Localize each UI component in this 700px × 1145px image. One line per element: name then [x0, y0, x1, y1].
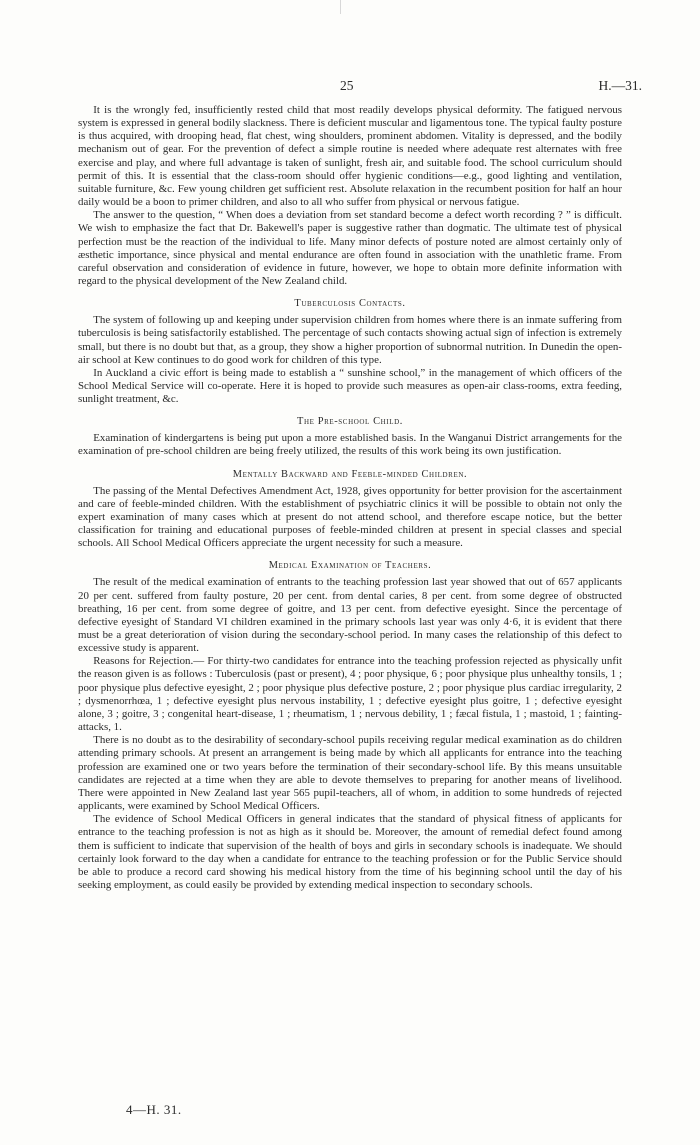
- section-heading-pre-school-child: The Pre-school Child.: [297, 416, 403, 428]
- paragraph: The result of the medical examination of entrants to the teaching profession last year showed that out of 657 applicants 20 per cent. suffered from faulty posture, 20 per cent. from dental caries, 8 per cent. from some degree of obstructed breathing, 16 per cent. from some degree of goitre, and 13 per cent. from defective eyesight. Since the percentage of defective eyesight of Standard VI children examined in the primary schools last year was only 4·6, it is evident that there must be a great deterioration of vision during the secondary-school period. In many cases the relationship of this defect to excessive study is apparent.: [78, 576, 622, 655]
- paragraph: Examination of kindergartens is being put upon a more established basis. In the Wanganui District arrangements for the examination of pre-school children are being freely utilized, the results of this work being its own justification.: [78, 432, 622, 458]
- paragraph: The answer to the question, “ When does a deviation from set standard become a defect worth recording ? ” is difficult. We wish to emphasize the fact that Dr. Bakewell's paper is suggestive rather than dogmatic. The ultimate test of physical perfection must be the reaction of the individual to life. Many minor defects of posture noted are almost certainly only of æsthetic importance, since physical and mental endurance are often found in association with the unathletic frame. From careful observation and consideration of evidence in future, however, we hope to obtain more definite information with regard to the physical development of the New Zealand child.: [78, 209, 622, 288]
- section-heading-tuberculosis-contacts: Tuberculosis Contacts.: [294, 298, 406, 310]
- paragraph: The evidence of School Medical Officers in general indicates that the standard of physical fitness of applicants for entrance to the teaching profession is not as high as it should be. Moreover, the amount of remedial defect found among them is sufficient to indicate that supervision of the health of boys and girls in secondary schools is inadequate. We should certainly look forward to the day when a candidate for entrance to the teaching profession or for the Public Service should be able to produce a record card showing his medical history from the time of his beginning school until the day of his seeking employment, as could easily be provided by extending medical inspection to secondary schools.: [78, 813, 622, 891]
- paragraph: Reasons for Rejection.— For thirty-two candidates for entrance into the teaching profession rejected as physically unfit the reason given is as follows : Tuberculosis (past or present), 4 ; poor physique, 6 ; poor physique plus unhealthy tonsils, 1 ; poor physique plus defective eyesight, 2 ; poor physique plus defective posture, 2 ; poor physique plus cardiac irregularity, 2 ; dysmenorrhœa, 1 ; defective eyesight plus nervous instability, 1 ; defective eyesight plus goitre, 1 ; defective eyesight alone, 3 ; goitre, 3 ; congenital heart-disease, 1 ; rheumatism, 1 ; nervous debility, 1 ; fæcal fistula, 1 ; mastoid, 1 ; fainting-attacks, 1.: [78, 655, 622, 734]
- paragraph: The passing of the Mental Defectives Amendment Act, 1928, gives opportunity for better provision for the ascertainment and care of feeble-minded children. With the establishment of psychiatric clinics it will be possible to obtain not only the expert examination of many cases which at present do not attend school, and therefore escape notice, but the better classification for training and educational purposes of feeble-minded children at present in special classes and special schools. All School Medical Officers appreciate the urgent necessity for such a measure.: [78, 484, 622, 550]
- page-number: 25: [340, 78, 354, 93]
- paragraph: In Auckland a civic effort is being made to establish a “ sunshine school,” in the management of which officers of the School Medical Service will co-operate. Here it is hoped to provide such measures as open-air class-rooms, extra feeding, sunlight treatment, &c.: [78, 366, 622, 406]
- section-heading-mentally-backward: Mentally Backward and Feeble-minded Children.: [232, 468, 468, 480]
- paper-reference: H.—31.: [598, 78, 642, 93]
- paragraph: There is no doubt as to the desirability of secondary-school pupils receiving regular medical examination as do children attending primary schools. At present an arrangement is being made by which all applicants for entrance into the teaching profession are examined one or two years before the termination of their secondary-school life. By this means unsuitable candidates are rejected at a time when they are able to devote themselves to preparing for another means of livelihood. There were appointed in New Zealand last year 565 pupil-teachers, all of whom, in addition to some hundreds of rejected applicants, were examined by School Medical Officers.: [78, 734, 622, 813]
- page-header: [78, 78, 650, 96]
- section-heading-medical-examination-teachers: Medical Examination of Teachers.: [268, 560, 432, 572]
- paragraph: It is the wrongly fed, insufficiently rested child that most readily develops physical deformity. The fatigued nervous system is expressed in general bodily slackness. There is deficient muscular and ligamentous tone. The typical faulty posture is thus acquired, with drooping head, flat chest, wing shoulders, prominent abdomen. Vitality is depressed, and the bodily mechanism out of gear. For the prevention of defect a simple routine is needed where adequate rest alternates with free exercise and play, and where full advantage is taken of sunlight, fresh air, and suitable food. The school curriculum should permit of this. It is essential that the class-room should offer hygienic conditions—e.g., good lighting and ventilation, suitable furniture, &c. Few young children get sufficient rest. Absolute relaxation in the recumbent position for half an hour daily would be a boon to primer children, and also to all who suffer from physical or nervous fatigue.: [78, 104, 622, 209]
- scan-mark: [340, 0, 341, 14]
- paragraph: The system of following up and keeping under supervision children from homes where there is an inmate suffering from tuberculosis is being satisfactorily established. The percentage of such contacts showing actual sign of infection is extremely small, but there is no doubt but that, as a group, they show a higher proportion of subnormal nutrition. In Dunedin the open-air school at Kew continues to do good work for children of this type.: [78, 314, 622, 366]
- signature-reference: 4—H. 31.: [126, 1102, 182, 1117]
- body-text: [78, 104, 622, 892]
